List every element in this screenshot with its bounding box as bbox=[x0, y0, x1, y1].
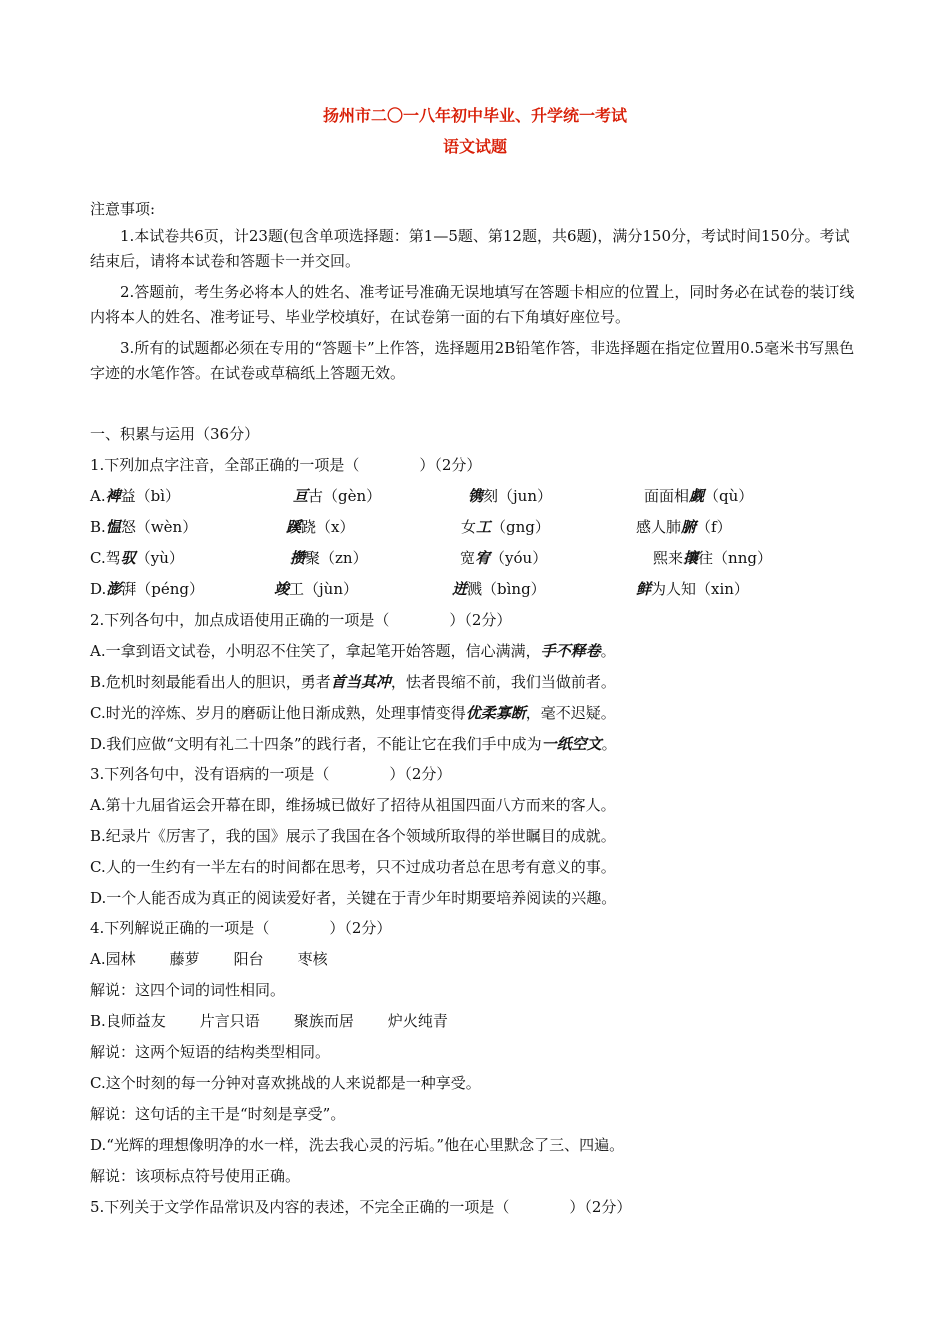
question-5-stem: 5.下列关于文学作品常识及内容的表述，不完全正确的一项是（ ）（2分） bbox=[90, 1198, 632, 1216]
q1-option-row-d bbox=[90, 578, 870, 600]
q2-option-a: A.一拿到语文试卷，小明忍不住笑了，拿起笔开始答题，信心满满，手不释卷。 bbox=[90, 642, 616, 660]
q2-option-b: B.危机时刻最能看出人的胆识，勇者首当其冲，怯者畏缩不前，我们当做前者。 bbox=[90, 673, 616, 691]
q1-a-item-2: 亘古（gèn） bbox=[293, 487, 382, 505]
q1-a-item-4: 面面相觑（qù） bbox=[644, 487, 754, 505]
q1-c-item-3: 宽宥（yóu） bbox=[460, 549, 548, 567]
q3-option-b: B.纪录片《厉害了，我的国》展示了我国在各个领域所取得的举世瞩目的成就。 bbox=[90, 827, 616, 845]
q4-option-d: D.“光辉的理想像明净的水一样，洗去我心灵的污垢。”他在心里默念了三、四遍。 bbox=[90, 1136, 625, 1154]
q1-d-item-4: 鲜为人知（xin） bbox=[636, 580, 749, 598]
q4-option-b-words bbox=[90, 1010, 482, 1031]
section-heading: 一、积累与运用（36分） bbox=[90, 425, 260, 443]
q1-c-item-2: 攒聚（zn） bbox=[290, 549, 368, 567]
q1-option-row-a bbox=[90, 485, 870, 507]
q4-a-word: 藤萝 bbox=[169, 950, 200, 968]
notice-item-1: 1.本试卷共6页，计23题(包含单项选择题：第1—5题、第12题，共6题)，满分150分，考试时间150分。考试结束后，请将本试卷和答题卡一并交回。 bbox=[90, 227, 850, 270]
q4-a-word: 枣核 bbox=[297, 950, 328, 968]
q4-b-phrase: 片言只语 bbox=[199, 1012, 260, 1030]
q2-option-c: C.时光的淬炼、岁月的磨砺让他日渐成熟，处理事情变得优柔寡断，毫不迟疑。 bbox=[90, 704, 616, 722]
q1-b-item-4: 感人肺腑（f） bbox=[636, 518, 732, 536]
q1-b-item-3: 女工（gng） bbox=[461, 518, 550, 536]
q4-option-a-words bbox=[90, 948, 362, 969]
q1-d-item-1: D.澎湃（péng） bbox=[90, 580, 205, 598]
q4-option-a-note: 解说：这四个词的词性相同。 bbox=[90, 981, 286, 999]
question-4-stem: 4.下列解说正确的一项是（ ）（2分） bbox=[90, 919, 392, 937]
q4-a-word: A.园林 bbox=[90, 950, 136, 968]
q4-a-word: 阳台 bbox=[233, 950, 264, 968]
q1-c-item-4: 熙来攘往（nng） bbox=[653, 549, 772, 567]
question-1-stem: 1.下列加点字注音，全部正确的一项是（ ）（2分） bbox=[90, 456, 482, 474]
question-3-stem: 3.下列各句中，没有语病的一项是（ ）（2分） bbox=[90, 765, 452, 783]
q1-option-row-b bbox=[90, 516, 870, 538]
notice-item-2: 2.答题前，考生务必将本人的姓名、准考证号准确无误地填写在答题卡相应的位置上，同时务必在试卷的装订线内将本人的姓名、准考证号、毕业学校填好，在试卷第一面的右下角填好座位号。 bbox=[90, 283, 855, 326]
q4-b-phrase: 聚族而居 bbox=[293, 1012, 354, 1030]
q3-option-d: D.一个人能否成为真正的阅读爱好者，关键在于青少年时期要培养阅读的兴趣。 bbox=[90, 889, 617, 907]
q1-a-item-3: 镌刻（jun） bbox=[468, 487, 552, 505]
notice-item-3: 3.所有的试题都必须在专用的“答题卡”上作答，选择题用2B铅笔作答，非选择题在指定位置用0.5毫米书写黑色字迹的水笔作答。在试卷或草稿纸上答题无效。 bbox=[90, 339, 855, 382]
q3-option-c: C.人的一生约有一半左右的时间都在思考，只不过成功者总在思考有意义的事。 bbox=[90, 858, 616, 876]
q1-b-item-2: 蹊跷（x） bbox=[286, 518, 355, 536]
notice-heading: 注意事项: bbox=[90, 200, 156, 218]
q1-a-item-1: A.裨益（bì） bbox=[90, 487, 181, 505]
q1-d-item-3: 迸溅（bìng） bbox=[452, 580, 546, 598]
question-2-stem: 2.下列各句中，加点成语使用正确的一项是（ ）（2分） bbox=[90, 611, 512, 629]
q1-d-item-2: 竣工（jùn） bbox=[274, 580, 358, 598]
exam-subtitle: 语文试题 bbox=[442, 137, 507, 156]
q4-option-d-note: 解说：该项标点符号使用正确。 bbox=[90, 1167, 301, 1185]
q2-option-d: D.我们应做“文明有礼二十四条”的践行者，不能让它在我们手中成为一纸空文。 bbox=[90, 735, 617, 753]
q4-option-c-note: 解说：这句话的主干是“时刻是享受”。 bbox=[90, 1105, 346, 1123]
q4-option-b-note: 解说：这两个短语的结构类型相同。 bbox=[90, 1043, 331, 1061]
q4-option-c: C.这个时刻的每一分钟对喜欢挑战的人来说都是一种享受。 bbox=[90, 1074, 481, 1092]
exam-title: 扬州市二〇一八年初中毕业、升学统一考试 bbox=[322, 106, 627, 125]
q4-b-phrase: 炉火纯青 bbox=[387, 1012, 448, 1030]
q1-b-item-1: B.愠怒（wèn） bbox=[90, 518, 198, 536]
q3-option-a: A.第十九届省运会开幕在即，维扬城已做好了招待从祖国四面八方而来的客人。 bbox=[90, 796, 616, 814]
q1-option-row-c bbox=[90, 547, 870, 569]
q4-b-phrase: B.良师益友 bbox=[90, 1012, 166, 1030]
q1-c-item-1: C.驾驭（yù） bbox=[90, 549, 184, 567]
